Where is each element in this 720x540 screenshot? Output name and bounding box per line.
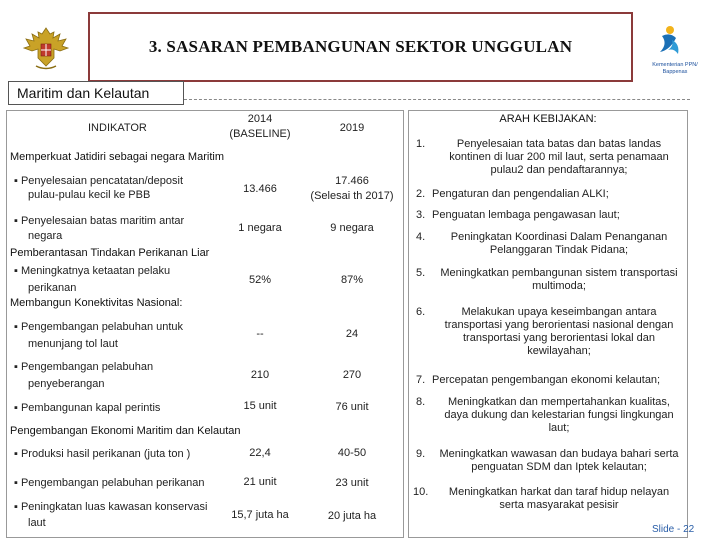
group-heading: Pengembangan Ekonomi Maritim dan Kelautan xyxy=(10,425,241,437)
policy-item xyxy=(416,188,686,202)
col-header-2019: 2019 xyxy=(339,122,365,134)
bappenas-logo xyxy=(640,22,710,84)
row-indicator-line1: ▪ Peningkatan luas kawasan konservasi xyxy=(14,501,208,513)
row-indicator-line2: menunjang tol laut xyxy=(28,338,118,350)
row-value-2019: 76 unit xyxy=(335,401,369,413)
policy-line: Melakukan upaya keseimbangan antara xyxy=(461,306,657,318)
policy-number: 9. xyxy=(416,448,426,460)
policy-number: 3. xyxy=(416,209,426,221)
divider xyxy=(184,99,690,100)
col-header-indikator: INDIKATOR xyxy=(88,122,147,134)
page-title: 3. SASARAN PEMBANGUNAN SEKTOR UNGGULAN xyxy=(148,37,573,56)
policy-item xyxy=(416,396,686,438)
policy-line: Pelanggaran Tindak Pidana; xyxy=(489,244,629,256)
policy-line: Meningkatkan pembangunan sistem transportasi xyxy=(440,267,678,279)
policy-item xyxy=(416,231,686,259)
row-value-2019-note: (Selesai th 2017) xyxy=(310,190,394,202)
policy-number: 4. xyxy=(416,231,426,243)
policy-number: 5. xyxy=(416,267,426,279)
policy-line: kontinen di luar 200 mil laut, serta penamaan xyxy=(449,151,669,163)
policy-line: serta masyarakat pesisir xyxy=(499,499,619,511)
row-indicator-line1: ▪ Pembangunan kapal perintis xyxy=(14,402,161,414)
row-value-2014: 15,7 juta ha xyxy=(231,509,289,521)
row-value-2019: 9 negara xyxy=(330,222,374,234)
policy-line: laut; xyxy=(548,422,570,434)
row-indicator-line1: ▪ Pengembangan pelabuhan perikanan xyxy=(14,477,205,489)
group-heading: Memperkuat Jatidiri sebagai negara Maritim xyxy=(10,151,224,163)
row-value-2019: 40-50 xyxy=(337,447,367,459)
row-value-2019: 20 juta ha xyxy=(327,510,377,522)
row-indicator-line2: laut xyxy=(28,517,46,529)
row-indicator-line1: ▪ Penyelesaian pencatatan/deposit xyxy=(14,175,184,187)
section-label: Maritim dan Kelautan xyxy=(8,81,184,105)
row-value-2014: 15 unit xyxy=(243,400,277,412)
policy-line: Meningkatkan wawasan dan budaya bahari serta xyxy=(439,448,679,460)
policy-number: 2. xyxy=(416,188,426,200)
policy-line: Meningkatkan harkat dan taraf hidup nelayan xyxy=(448,486,670,498)
policy-item xyxy=(416,306,686,362)
policy-line: pulau2 dan pendaftarannya; xyxy=(490,164,628,176)
bappenas-logo-icon xyxy=(640,22,710,62)
policy-number: 10. xyxy=(413,486,429,498)
group-heading: Pemberantasan Tindakan Perikanan Liar xyxy=(10,247,210,259)
policy-number: 1. xyxy=(416,138,426,150)
policy-item xyxy=(416,138,686,180)
policy-item xyxy=(413,486,686,514)
row-indicator-line2: penyeberangan xyxy=(28,378,105,390)
row-value-2019: 24 xyxy=(345,328,359,340)
row-value-2014: 13.466 xyxy=(243,183,277,195)
slide-number: Slide - 22 xyxy=(652,524,695,535)
garuda-emblem-icon xyxy=(20,22,72,74)
policy-number: 8. xyxy=(416,396,426,408)
policy-line: multimoda; xyxy=(532,280,586,292)
row-indicator-line2: pulau-pulau kecil ke PBB xyxy=(28,189,151,201)
row-value-2019: 270 xyxy=(342,369,362,381)
policy-item xyxy=(416,448,686,476)
policy-line: transportasi yang berorientasi lokal dan xyxy=(462,332,655,344)
policy-line: Penyelesaian tata batas dan batas landas xyxy=(456,138,662,150)
col-header-2014-sub: (BASELINE) xyxy=(229,128,291,140)
row-value-2019: 87% xyxy=(340,274,364,286)
policy-line: kewilayahan; xyxy=(527,345,591,357)
policy-line: Meningkatkan dan mempertahankan kualitas, xyxy=(448,396,670,408)
row-value-2014: -- xyxy=(256,328,264,340)
row-value-2014: 210 xyxy=(250,369,270,381)
policy-line: Percepatan pengembangan ekonomi kelautan; xyxy=(432,374,661,386)
col-header-2014: 2014 xyxy=(247,113,273,125)
policy-item xyxy=(416,374,686,388)
policy-line: daya dukung dan kelestarian fungsi lingkungan xyxy=(444,409,674,421)
row-indicator-line1: ▪ Produksi hasil perikanan (juta ton ) xyxy=(14,448,191,460)
row-indicator-line1: ▪ Pengembangan pelabuhan xyxy=(14,361,154,373)
policy-item xyxy=(416,267,686,295)
policy-item xyxy=(416,209,686,223)
row-value-2014: 22,4 xyxy=(249,447,271,459)
row-indicator-line1: ▪ Meningkatnya ketaatan pelaku xyxy=(14,265,171,277)
row-value-2019: 23 unit xyxy=(335,477,369,489)
row-indicator-line2: negara xyxy=(28,230,63,242)
arah-title: ARAH KEBIJAKAN: xyxy=(499,113,597,125)
policy-line: Penguatan lembaga pengawasan laut; xyxy=(432,209,620,221)
row-value-2019: 17.466 xyxy=(335,175,369,187)
policy-line: penguatan SDM dan Iptek kelautan; xyxy=(471,461,647,473)
policy-number: 7. xyxy=(416,374,426,386)
group-heading: Membangun Konektivitas Nasional: xyxy=(10,297,183,309)
row-value-2014: 21 unit xyxy=(243,476,277,488)
title-box xyxy=(88,12,633,82)
policy-line: transportasi yang berorientasi nasional dengan xyxy=(444,319,674,331)
policy-line: Peningkatan Koordinasi Dalam Penanganan xyxy=(450,231,668,243)
row-value-2014: 1 negara xyxy=(238,222,282,234)
row-indicator-line2: perikanan xyxy=(28,282,77,294)
policy-number: 6. xyxy=(416,306,426,318)
logo-text: Kementerian PPN/ Bappenas xyxy=(652,62,698,75)
row-indicator-line1: ▪ Pengembangan pelabuhan untuk xyxy=(14,321,184,333)
row-value-2014: 52% xyxy=(248,274,272,286)
policy-line: Pengaturan dan pengendalian ALKI; xyxy=(432,188,609,200)
row-indicator-line1: ▪ Penyelesaian batas maritim antar xyxy=(14,215,185,227)
